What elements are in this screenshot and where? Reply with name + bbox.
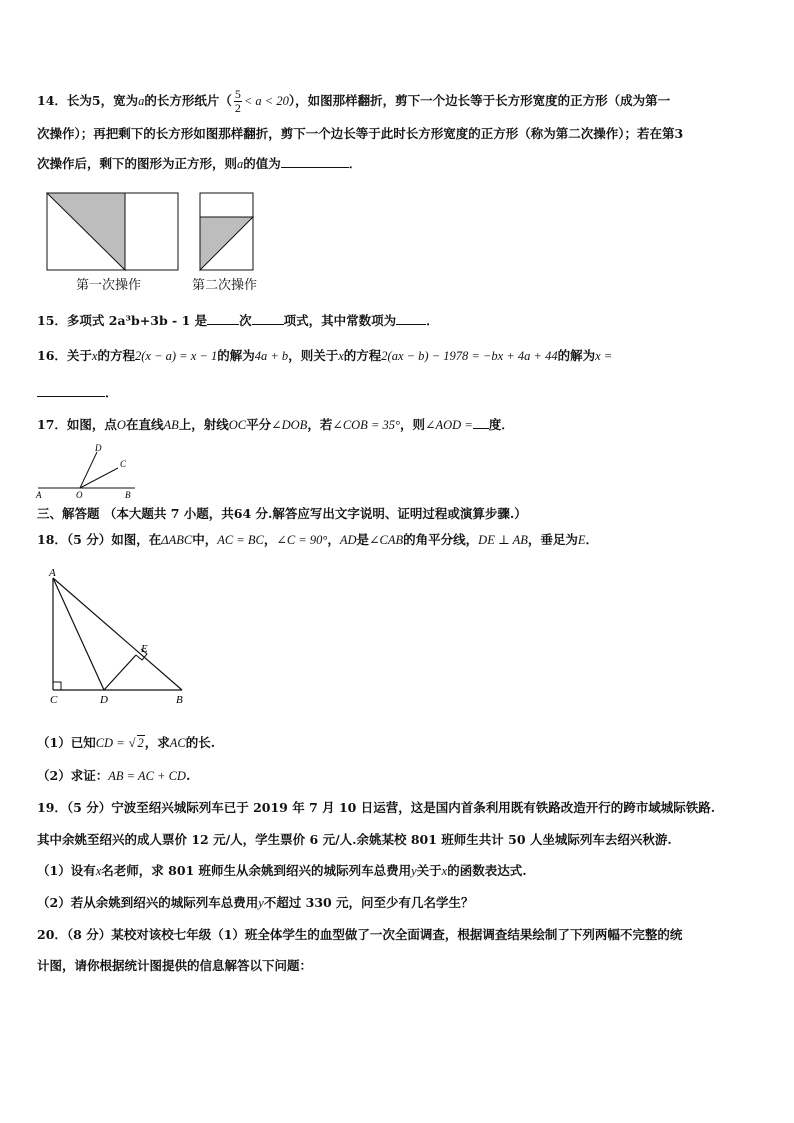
q16-text-a1: 关于 <box>66 348 92 363</box>
q14-frac-den: 2 <box>234 101 241 115</box>
q17-label-o: O <box>76 490 83 500</box>
q19-var-y2: y <box>258 896 264 910</box>
q18-text-a4: 的角平分线， <box>403 532 479 547</box>
q14-number: 14． <box>37 93 67 108</box>
q19-var-x: x <box>95 864 102 878</box>
q19-var-x2: x <box>441 864 448 878</box>
q19-part-1 <box>37 862 527 880</box>
q14-text-3b: 的值为 <box>243 156 281 171</box>
q18-part-1 <box>37 734 215 752</box>
q19-p1-text-c: 关于 <box>416 863 442 878</box>
q18-part-2 <box>37 767 190 785</box>
q18-bisector-ad <box>53 578 104 690</box>
q17-ray-oc: OC <box>228 418 247 432</box>
q20-line2: 计图，请你根据统计图提供的信息解答以下问题： <box>37 958 313 973</box>
q17-label-c: C <box>120 459 127 469</box>
q19-p2-text-a: （2）若从余姚到绍兴的城际列车总费用 <box>37 895 259 910</box>
q19-line2: 其中余姚至绍兴的成人票价 12 元/人，学生票价 6 元/人.余姚某校 801 班师生共计 50 人坐城际列车去绍兴秋游. <box>37 832 672 847</box>
q18-p2-text-a: （2）求证： <box>37 768 109 783</box>
q17-label-b: B <box>125 490 131 500</box>
q19-number: 19． <box>37 800 67 815</box>
q18-p1-sqrt-value: 2 <box>137 736 144 750</box>
q19-part-2 <box>37 894 474 912</box>
q18-text-a6: ． <box>585 532 599 547</box>
q20-text-1: 某校对该校七年级（1）班全体学生的血型做了一次全面调查，根据调查结果绘制了下列两幅不完整的统 <box>111 927 683 942</box>
q18-perpendicular-de <box>104 655 136 690</box>
q15-text-b: 次 <box>239 313 252 328</box>
q18-cond-1: AC = BC <box>217 533 264 547</box>
q18-cond-5: DE ⊥ AB <box>478 533 528 547</box>
q16-text-a3: 的解为 <box>217 348 255 363</box>
q17-number: 17． <box>37 417 67 432</box>
q19-p1-text-b: 名老师，求 801 班师生从余姚到绍兴的城际列车总费用 <box>101 863 412 878</box>
q17-point-o: O <box>116 418 126 432</box>
q18-p1-text-c: 的长. <box>185 735 216 750</box>
q18-label-d: D <box>100 694 108 706</box>
q17-text-a5: ，若 <box>307 417 333 432</box>
q18-text-a2: 中， <box>192 532 218 547</box>
q19-p1-text-a: （1）设有 <box>37 863 96 878</box>
q19-p1-text-d: 的函数表达式. <box>447 863 527 878</box>
q20-number: 20． <box>37 927 67 942</box>
q14-text-3c: ． <box>348 156 362 171</box>
q14-text-3a: 次操作后，剩下的图形为正方形，则 <box>37 156 238 171</box>
q17-angle-dob: ∠DOB <box>271 418 308 432</box>
q18-label-e: E <box>141 643 148 655</box>
q19-points: （5 分） <box>66 800 112 815</box>
q18-text-a1: 如图，在 <box>111 532 162 547</box>
caption-first-operation: 第一次操作 <box>76 278 142 293</box>
q17-text-a4: 平分 <box>246 417 272 432</box>
q18-p1-text-a: （1）已知 <box>37 735 96 750</box>
q18-sep-1: ， <box>263 532 277 547</box>
q19-text-1: 宁波至绍兴城际列车已于 2019 年 7 月 10 日运营，这是国内首条利用既有铁路改造开行的跨市域城际铁路. <box>111 800 716 815</box>
sqrt-icon: √ <box>128 736 136 750</box>
q16-x-equals: x = <box>595 349 613 363</box>
caption-second-operation: 第二次操作 <box>192 278 258 293</box>
q18-points: （5 分） <box>66 532 112 547</box>
q18-text-a3: 是 <box>356 532 370 547</box>
q15-text-c: 项式，其中常数项为 <box>283 313 397 328</box>
q17-text-a6: ，则 <box>400 417 426 432</box>
q18-p1-cd: CD = <box>95 736 125 750</box>
q16-equation-2: 2(ax − b) − 1978 = −bx + 4a + 44 <box>381 349 558 363</box>
q16-equation-1: 2(x − a) = x − 1 <box>135 349 218 363</box>
q14-text-b: 的长方形纸片（ <box>144 93 232 108</box>
q14-line2: 次操作）；再把剩下的长方形如图那样翻折，剪下一个边长等于此时长方形宽度的正方形（称为第二次操作）；若在第3 <box>37 126 684 141</box>
q18-p2-equation: AB = AC + CD <box>108 769 186 783</box>
q18-label-c: C <box>50 694 58 706</box>
q16-var-x: x <box>91 349 98 363</box>
q20-line1 <box>37 926 682 944</box>
q19-var-y: y <box>411 864 417 878</box>
q18-label-a: A <box>49 567 56 579</box>
q16-number: 16． <box>37 348 67 363</box>
q18-cond-4: ∠CAB <box>369 533 404 547</box>
q14-text-d: ），如图那样翻折，剪下一个边长等于长方形宽度的正方形（成为第一 <box>288 93 671 108</box>
q18-p1-ac: AC <box>169 736 186 750</box>
q14-text-a: 长为5，宽为 <box>66 93 139 108</box>
q16-var-x2: x <box>338 349 344 363</box>
q18-p1-text-b: ，求 <box>144 735 170 750</box>
q17-condition: ∠COB = 35° <box>332 418 401 432</box>
q20-points: （8 分） <box>66 927 112 942</box>
q14-frac-num: 5 <box>234 87 241 101</box>
q18-cond-2: ∠C = 90° <box>276 533 328 547</box>
q17-label-a: A <box>36 490 42 500</box>
q18-number: 18． <box>37 532 67 547</box>
q18-point-e: E <box>577 533 586 547</box>
q17-text-a7: 度． <box>488 417 514 432</box>
q18-text-a5: ，垂足为 <box>527 532 578 547</box>
q16-end: ． <box>105 385 118 400</box>
section-3-heading: 三、解答题 （本大题共 7 小题，共64 分.解答应写出文字说明、证明过程或演算步骤.） <box>37 506 527 521</box>
q16-text-a4: ，则关于 <box>288 348 339 363</box>
q15-text-d: ． <box>426 313 439 328</box>
q16-expr-4a-b: 4a + b <box>254 349 289 363</box>
q18-sep-2: ， <box>327 532 340 547</box>
q17-angle-aod: ∠AOD = <box>425 418 473 432</box>
q17-text-a3: 上，射线 <box>178 417 229 432</box>
q17-line-ab: AB <box>163 418 179 432</box>
q19-p2-text-b: 不超过 330 元，问至少有几名学生？ <box>263 895 474 910</box>
q16-text-a2: 的方程 <box>97 348 135 363</box>
q17-text-a1: 如图，点 <box>66 417 117 432</box>
q17-text-a2: 在直线 <box>125 417 164 432</box>
q15-number: 15． <box>37 313 67 328</box>
q18-side-ab <box>53 578 182 690</box>
q18-p2-text-b: . <box>185 768 191 783</box>
q16-text-a6: 的解为 <box>557 348 596 363</box>
q14-var-a: a <box>138 94 145 108</box>
q18-cond-3: AD <box>339 533 357 547</box>
q18-right-angle-c <box>53 682 61 690</box>
q18-triangle: ΔABC <box>161 533 193 547</box>
q14-range: < a < 20 <box>243 94 289 108</box>
q17-label-d: D <box>95 443 102 453</box>
q16-text-a5: 的方程 <box>343 348 382 363</box>
q18-label-b: B <box>176 694 183 706</box>
q19-line1 <box>37 799 715 817</box>
q14-var-a2: a <box>237 157 244 171</box>
q15-text-a: 多项式 2a³b+3b - 1 是 <box>66 313 208 328</box>
